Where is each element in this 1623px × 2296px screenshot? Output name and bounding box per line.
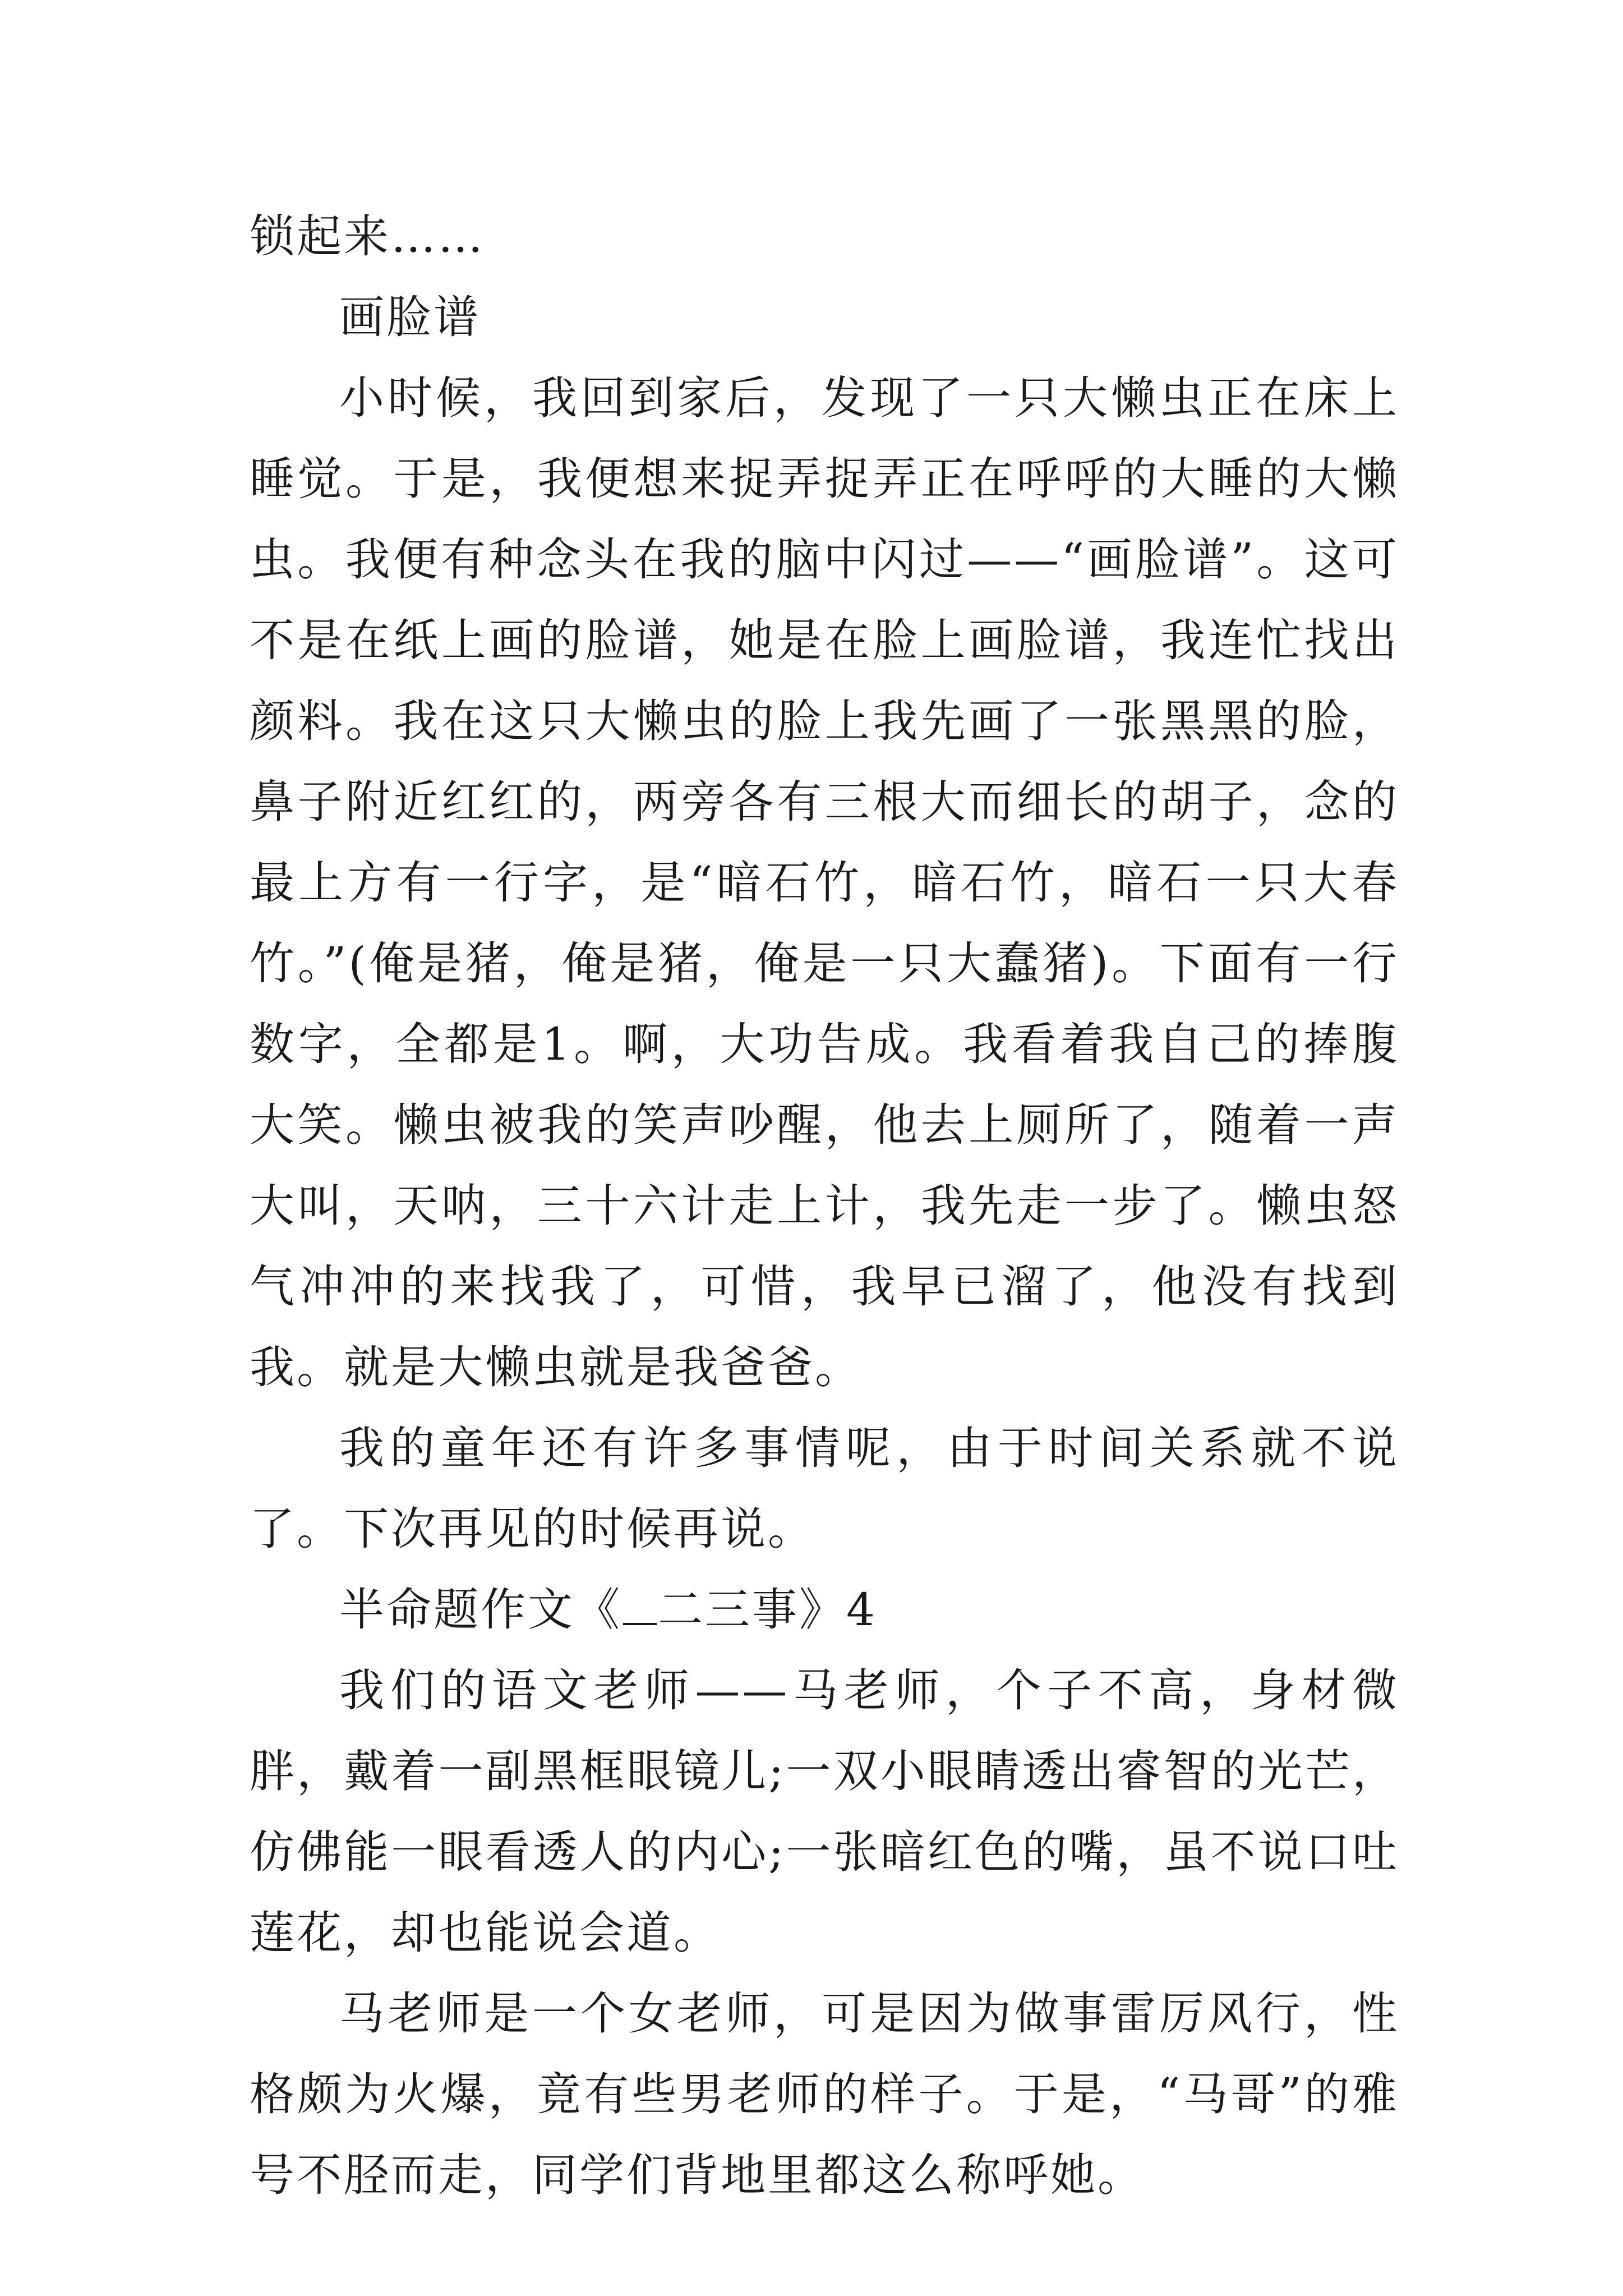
section-heading: 画脸谱 bbox=[339, 291, 481, 343]
teacher-paragraph-2: 马老师是一个女老师，可是因为做事雷厉风行，性格颇为火爆，竟有些男老师的样子。于是，“马哥”的雅号不胫而走，同学们背地里都这么称呼她。 bbox=[250, 1987, 1399, 2201]
story-paragraph: 小时候，我回到家后，发现了一只大懒虫正在床上睡觉。于是，我便想来捉弄捉弄正在呼呼的大睡的大懒虫。我便有种念头在我的脑中闪过——“画脸谱”。这可不是在纸上画的脸谱，她是在脸上画脸谱，我连忙找出颜料。我在这只大懒虫的脸上我先画了一张黑黑的脸，鼻子附近红红的，两旁各有三根大而细长的胡子，念的最上方有一行字，是“暗石竹，暗石竹，暗石一只大春竹。”(俺是猪，俺是猪，俺是一只大蠢猪)。下面有一行数字，全都是1。啊，大功告成。我看着我自己的捧腹大笑。懒虫被我的笑声吵醒，他去上厕所了，随着一声大叫，天呐，三十六计走上计，我先走一步了。懒虫怒气冲冲的来找我了，可惜，我早已溜了，他没有找到我。就是大懒虫就是我爸爸。 bbox=[250, 372, 1399, 1393]
essay-title-prefix: 半命题作文《 bbox=[339, 1584, 622, 1636]
document-body bbox=[250, 196, 1399, 2216]
continuation-text: 锁起来…… bbox=[250, 210, 485, 263]
teacher-paragraph-1: 我们的语文老师——马老师，个子不高，身材微胖，戴着一副黑框眼镜儿;一双小眼睛透出睿智的光芒，仿佛能一眼看透人的内心;一张暗红色的嘴，虽不说口吐莲花，却也能说会道。 bbox=[250, 1664, 1399, 1959]
essay-title-suffix: 二三事》4 bbox=[658, 1584, 877, 1636]
title-blank-underline bbox=[623, 1578, 657, 1625]
essay-title bbox=[250, 1570, 1399, 1650]
closing-paragraph: 我的童年还有许多事情呢，由于时间关系就不说了。下次再见的时候再说。 bbox=[250, 1422, 1399, 1555]
